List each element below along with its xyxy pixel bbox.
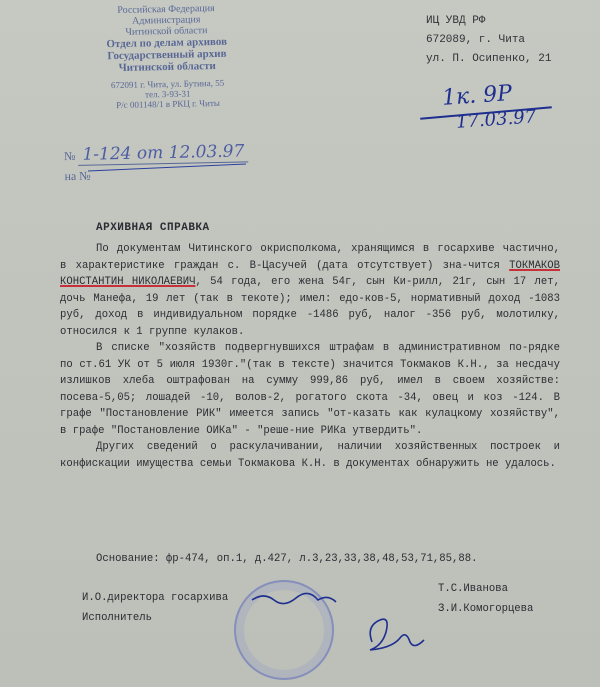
- stamp-line-1: Российская Федерация: [117, 2, 215, 17]
- stamp-line-6: Читинской области: [118, 59, 216, 75]
- stamp-line-9: Р/с 001148/1 в РКЦ г. Читы: [116, 97, 220, 111]
- signature-names: [438, 579, 533, 619]
- role-executor: Исполнитель: [82, 612, 152, 624]
- paragraph-2: В списке "хозяйств подвергнувшихся штрафам в административном по-рядке по ст.61 УК от 5 июля 1930г."(так в тексте) значится Токмаков К.Н., за несдачу излишков хлеба оштрафован на сумму 999,86 руб, имел в своем хозяйстве: посева-5,05; лошадей -10, волов-2, рогатого скота -34, овец и коз -124. В графе "Постановление РИК" имеется запись "от-казать как кулацкому хозяйству", в графе "Постановление ОИКа" - "реше-ние РИКа утвердить".: [60, 342, 560, 437]
- addressee-line-1: ИЦ УВД РФ: [426, 15, 486, 27]
- paragraph-1-start: По документам Читинского окрисполкома, хранящимся в госархиве частично, в характеристике граждан с. В-Цасучей (дата отсутствует) зна-чится: [60, 243, 560, 272]
- handwritten-registration-note: [432, 80, 562, 133]
- stamp-line-3: Читинской области: [125, 25, 208, 38]
- stamp-line-7: 672091 г. Чита, ул. Бутина, 55: [110, 77, 225, 91]
- archive-letterhead-stamp: [61, 2, 273, 184]
- round-seal: [234, 580, 334, 680]
- stamp-line-2: Администрация: [131, 14, 201, 27]
- stamp-line-8: тел. 3-93-31: [144, 88, 191, 100]
- document-title: АРХИВНАЯ СПРАВКА: [96, 222, 210, 234]
- name-director: Т.С.Иванова: [438, 583, 508, 595]
- stamp-line-4: Отдел по делам архивов: [106, 35, 228, 51]
- basis-reference: Основание: фр-474, оп.1, д.427, л.3,23,33,38,48,53,71,85,88.: [96, 553, 478, 565]
- number-sign: №: [63, 148, 76, 164]
- role-director: И.О.директора госархива: [82, 592, 229, 604]
- handnote-line-1: 1к. 9Р: [441, 80, 513, 111]
- signature-roles: [82, 588, 228, 628]
- paragraph-1-end: , 54 года, его жена 54г, сын Ки-рилл, 21г, сын 17 лет, дочь Манефа, 19 лет (так в текоте); имел: едо-ков-5, нормативный доход -1083 руб, доход в индивидуальном порядке -1486 руб, налог -356 руб, молотилку, относился к 1 группе кулаков.: [60, 276, 560, 338]
- paragraph-3: Других сведений о раскулачивании, наличии хозяйственных построек и конфискации имущества семьи Токмакова К.Н. в документах обнаружить не удалось.: [60, 441, 560, 470]
- addressee-line-2: 672089, г. Чита: [426, 34, 526, 46]
- outgoing-number-handwritten: 1-124 от 12.03.97: [78, 141, 248, 166]
- stamp-line-5: Государственный архив: [107, 47, 227, 63]
- subject-name-underlined: ТОКМАКОВ КОНСТАНТИН НИКОЛАЕВИЧ: [60, 259, 560, 288]
- reference-number-label: на №: [64, 168, 91, 184]
- paragraph-1: [60, 241, 560, 340]
- addressee-block: [426, 12, 551, 69]
- name-executor: З.И.Комогорцева: [438, 603, 534, 615]
- document-body: [60, 241, 560, 472]
- addressee-line-3: ул. П. Осипенко, 21: [426, 53, 552, 65]
- outgoing-number: [64, 140, 304, 165]
- executor-signature: [370, 619, 424, 650]
- handnote-line-2: 17.03.97: [455, 106, 537, 133]
